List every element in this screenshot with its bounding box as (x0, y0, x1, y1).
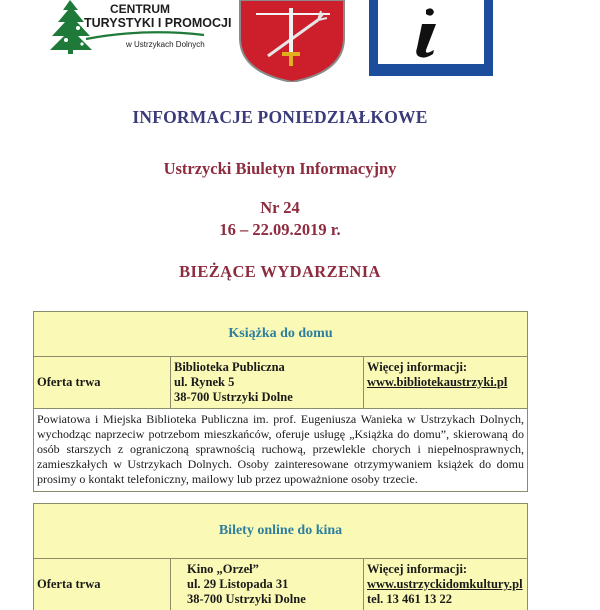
place-line: Biblioteka Publiczna (174, 360, 285, 374)
event-card (33, 503, 528, 610)
bulletin-subtitle: Ustrzycki Biuletyn Informacyjny (163, 159, 397, 178)
place-line: 38-700 Ustrzyki Dolne (187, 592, 306, 606)
more-info-link[interactable]: www.ustrzyckidomkultury.pl (367, 577, 523, 591)
place-line: 38-700 Ustrzyki Dolne (174, 390, 293, 404)
page-title: INFORMACJE PONIEDZIAŁKOWE (132, 107, 428, 127)
event-when: Oferta trwa (34, 559, 171, 610)
ctip-line1: CENTRUM (110, 2, 170, 16)
coat-of-arms-icon (238, 0, 346, 82)
ctip-line3: w Ustrzykach Dolnych (126, 40, 205, 49)
event-more-info (364, 357, 527, 408)
event-description: Powiatowa i Miejska Biblioteka Publiczna im. prof. Eugeniusza Wanieka w Ustrzykach Dolnych, wychodząc naprzeciw potrzebom mieszkańców, oferuje usługę „Książka do domu”, skierowaną do osób starszych z ograniczoną sprawnością ruchową, przewlekle chorych i niepełnosprawnych, zamieszkałych w Ustrzykach Dolnych. Osoby zainteresowane otrzymywaniem książek do domu prosimy o kontakt telefoniczny, mailowy lub przez upoważnione osoby trzecie. (34, 409, 527, 491)
coat-of-arms-logo (238, 0, 346, 82)
place-line: ul. Rynek 5 (174, 375, 235, 389)
event-place (171, 357, 364, 408)
issue-dates: 16 – 22.09.2019 r. (219, 220, 341, 239)
event-title: Bilety online do kina (34, 504, 527, 559)
more-info-phone: tel. 13 461 13 22 (367, 592, 453, 606)
ctip-logo (48, 0, 232, 58)
info-sign-logo (368, 0, 494, 76)
more-info-label: Więcej informacji: (367, 562, 468, 576)
event-place (171, 559, 364, 610)
place-line: Kino „Orzeł” (187, 562, 259, 576)
place-line: ul. 29 Listopada 31 (187, 577, 289, 591)
issue-number: Nr 24 (260, 198, 300, 217)
more-info-link[interactable]: www.bibliotekaustrzyki.pl (367, 375, 508, 389)
event-title: Książka do domu (34, 312, 527, 357)
section-heading: BIEŻĄCE WYDARZENIA (179, 262, 381, 281)
tourist-information-icon (368, 0, 494, 76)
event-when: Oferta trwa (34, 357, 171, 408)
event-info-row (34, 559, 527, 610)
event-card (33, 311, 528, 492)
event-more-info (364, 559, 527, 610)
event-info-row (34, 357, 527, 409)
ctip-line2: TURYSTYKI I PROMOCJI (84, 16, 232, 30)
more-info-label: Więcej informacji: (367, 360, 468, 374)
